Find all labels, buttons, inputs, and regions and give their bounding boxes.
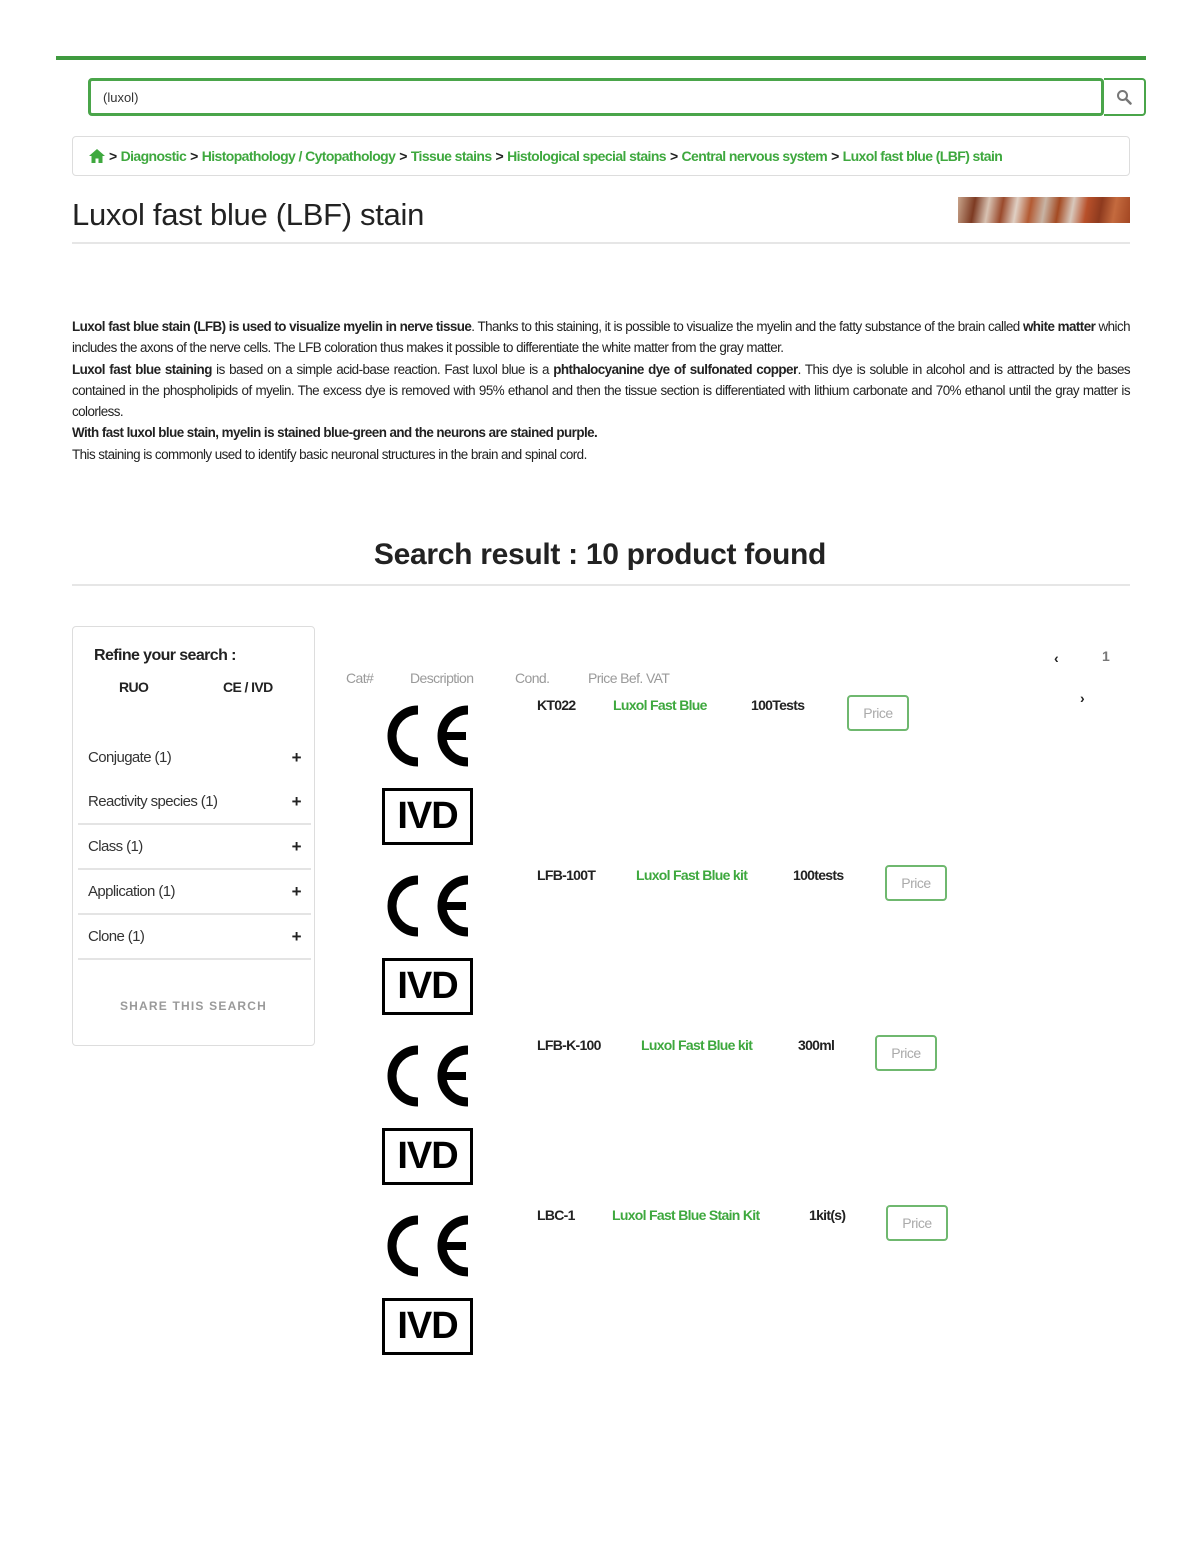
search-input[interactable] bbox=[88, 78, 1104, 116]
breadcrumb-separator: > bbox=[831, 148, 839, 164]
row-cat-number: KT022 bbox=[537, 697, 576, 713]
ce-mark-icon bbox=[380, 870, 474, 942]
refine-panel bbox=[72, 626, 315, 1046]
row-product-link[interactable]: Luxol Fast Blue bbox=[613, 697, 707, 713]
title-divider bbox=[72, 242, 1130, 244]
filter-clone[interactable] bbox=[78, 915, 311, 960]
description-text: . This dye is soluble in alcohol and is attracted by the bases contained in the phospholipids of myelin. The excess dye is removed with 95% ethanol and then the tissue section is differentiated with lithium carbonate and 70% ethanol until the gray matter is colorless. bbox=[72, 361, 1131, 420]
ce-mark-icon bbox=[380, 700, 474, 772]
ivd-mark: IVD bbox=[382, 1128, 473, 1185]
price-button[interactable]: Price bbox=[886, 1205, 948, 1241]
description-paragraph bbox=[72, 316, 1130, 359]
breadcrumb-item-tissue-stains[interactable]: Tissue stains bbox=[410, 148, 492, 164]
row-cat-number: LFB-K-100 bbox=[537, 1037, 601, 1053]
ce-ivd-logo bbox=[380, 870, 474, 1007]
ce-ivd-logo bbox=[380, 700, 474, 837]
filter-conjugate[interactable] bbox=[78, 735, 311, 780]
breadcrumb-separator: > bbox=[109, 148, 117, 164]
column-header-price: Price Bef. VAT bbox=[588, 670, 670, 686]
description-bold-text: Luxol fast blue staining bbox=[72, 361, 212, 377]
plus-icon[interactable]: + bbox=[291, 836, 301, 856]
breadcrumb-item-histopathology[interactable]: Histopathology / Cytopathology bbox=[201, 148, 396, 164]
breadcrumb-item-central-nervous-system[interactable]: Central nervous system bbox=[681, 148, 828, 164]
row-product-link[interactable]: Luxol Fast Blue Stain Kit bbox=[612, 1207, 760, 1223]
description-paragraph bbox=[72, 422, 1130, 443]
description-paragraph bbox=[72, 444, 1130, 465]
price-button[interactable]: Price bbox=[885, 865, 947, 901]
row-cat-number: LFB-100T bbox=[537, 867, 596, 883]
breadcrumb-item-diagnostic[interactable]: Diagnostic bbox=[120, 148, 187, 164]
toggle-ce-ivd[interactable]: CE / IVD bbox=[223, 679, 273, 695]
search-bar bbox=[88, 78, 1146, 116]
description-bold-text: Luxol fast blue stain (LFB) is used to bbox=[72, 319, 286, 334]
results-divider bbox=[72, 584, 1130, 586]
home-icon[interactable] bbox=[89, 149, 105, 163]
plus-icon[interactable]: + bbox=[291, 747, 301, 767]
column-header-description: Description bbox=[410, 670, 474, 686]
top-rule bbox=[56, 56, 1146, 60]
plus-icon[interactable]: + bbox=[291, 881, 301, 901]
pagination-page[interactable]: 1 bbox=[1102, 648, 1110, 664]
breadcrumb bbox=[72, 136, 1130, 176]
description-bold-text: phthalocyanine dye of sulfonated copper bbox=[553, 361, 798, 377]
page-title: Luxol fast blue (LBF) stain bbox=[72, 197, 425, 232]
row-conditioning: 1kit(s) bbox=[809, 1207, 846, 1223]
filter-label: Class (1) bbox=[88, 838, 143, 855]
results-title: Search result : 10 product found bbox=[373, 538, 827, 571]
filter-label: Clone (1) bbox=[88, 928, 145, 945]
description-bold-text: With fast luxol blue stain, myelin is stained blue-green and the neurons are stained purple. bbox=[72, 425, 598, 441]
description-text: which includes the axons of the nerve cells. The LFB coloration thus makes it possible to differentiate the white matter from the gray matter. bbox=[72, 319, 1131, 356]
row-conditioning: 100Tests bbox=[751, 697, 805, 713]
filter-class[interactable] bbox=[78, 825, 311, 870]
ivd-mark: IVD bbox=[382, 1298, 473, 1355]
toggle-ruo[interactable]: RUO bbox=[119, 679, 149, 695]
filter-application[interactable] bbox=[78, 870, 311, 915]
description-bold-text: visualize myelin in nerve tissue bbox=[289, 319, 472, 334]
plus-icon[interactable]: + bbox=[291, 791, 301, 811]
row-product-link[interactable]: Luxol Fast Blue kit bbox=[636, 867, 748, 883]
filter-label: Reactivity species (1) bbox=[88, 793, 218, 810]
breadcrumb-item-histological-special-stains[interactable]: Histological special stains bbox=[507, 148, 666, 164]
stain-sample-image bbox=[958, 197, 1130, 223]
breadcrumb-item-current[interactable]: Luxol fast blue (LBF) stain bbox=[842, 148, 1003, 164]
column-header-cond: Cond. bbox=[515, 670, 550, 686]
description-text: is based on a simple acid-base reaction. Fast luxol blue is a bbox=[216, 361, 549, 377]
ivd-mark: IVD bbox=[382, 788, 473, 845]
product-description bbox=[72, 316, 1130, 465]
breadcrumb-separator: > bbox=[190, 148, 198, 164]
plus-icon[interactable]: + bbox=[291, 926, 301, 946]
ce-ivd-logo bbox=[380, 1040, 474, 1177]
ce-mark-icon bbox=[380, 1040, 474, 1112]
row-conditioning: 300ml bbox=[798, 1037, 835, 1053]
description-paragraph bbox=[72, 359, 1130, 423]
description-bold-text: white matter bbox=[1022, 319, 1096, 334]
filter-reactivity-species[interactable] bbox=[78, 780, 311, 825]
breadcrumb-separator: > bbox=[399, 148, 407, 164]
filter-label: Conjugate (1) bbox=[88, 749, 172, 766]
row-product-link[interactable]: Luxol Fast Blue kit bbox=[641, 1037, 753, 1053]
breadcrumb-separator: > bbox=[495, 148, 504, 164]
price-button[interactable]: Price bbox=[847, 695, 909, 731]
filter-label: Application (1) bbox=[88, 883, 175, 900]
breadcrumb-separator: > bbox=[669, 148, 678, 164]
search-icon bbox=[1116, 89, 1132, 105]
share-search-link[interactable]: SHARE THIS SEARCH bbox=[119, 999, 268, 1013]
chevron-right-icon[interactable]: › bbox=[1080, 690, 1085, 706]
search-button[interactable] bbox=[1104, 78, 1146, 116]
chevron-left-icon[interactable]: ‹ bbox=[1054, 650, 1059, 666]
row-conditioning: 100tests bbox=[793, 867, 844, 883]
row-cat-number: LBC-1 bbox=[537, 1207, 575, 1223]
description-text: This staining is commonly used to identify basic neuronal structures in the brain and spinal cord. bbox=[72, 446, 587, 462]
price-button[interactable]: Price bbox=[875, 1035, 937, 1071]
description-text: . Thanks to this staining, it is possible to visualize the myelin and the fatty substance of the brain called bbox=[471, 319, 1020, 334]
ce-ivd-logo bbox=[380, 1210, 474, 1347]
refine-title: Refine your search : bbox=[94, 647, 236, 664]
column-header-cat: Cat# bbox=[346, 670, 374, 686]
ivd-mark: IVD bbox=[382, 958, 473, 1015]
ce-mark-icon bbox=[380, 1210, 474, 1282]
